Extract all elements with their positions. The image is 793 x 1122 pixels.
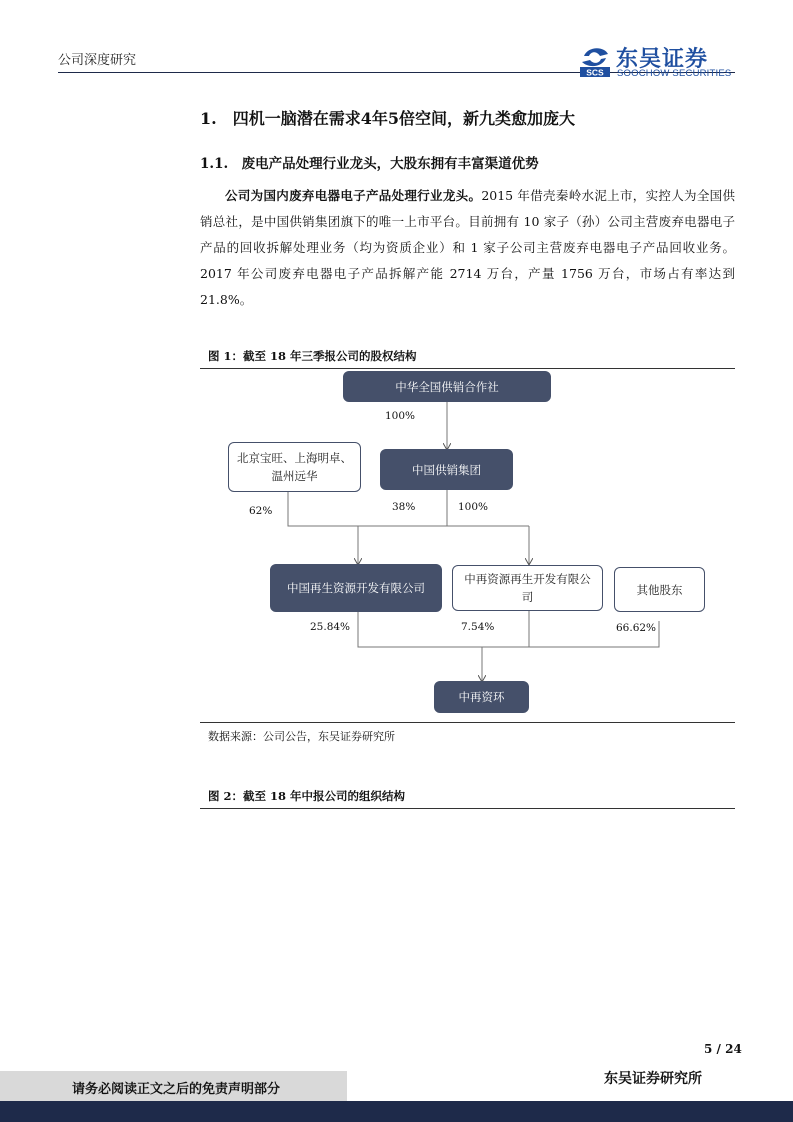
company-logo bbox=[578, 44, 738, 80]
header-label: 公司深度研究 bbox=[58, 53, 137, 68]
disclaimer-text: 请务必阅读正文之后的免责声明部分 bbox=[72, 1082, 281, 1097]
pct-private: 62% bbox=[249, 505, 273, 517]
figure1-title: 图 1：截至 18 年三季报公司的股权结构 bbox=[208, 349, 417, 363]
figure1-bottom-rule bbox=[200, 722, 735, 723]
logo-mark-text: SCS bbox=[586, 67, 604, 78]
figure2-title: 图 2：截至 18 年中报公司的组织结构 bbox=[208, 789, 406, 803]
paragraph-body: 2015 年借壳秦岭水泥上市，实控人为全国供销总社，是中国供销集团旗下的唯一上市平台。目前拥有 10 家子（孙）公司主营废弃电器电子产品的回收拆解处理业务（均为资质企业）和 1 家子公司主营废弃电器电子产品回收业务。2017 年公司废弃电器电子产品拆解产能 2714 万台，产量 1756 万台，市场占有率达到 21.8%。 bbox=[200, 188, 735, 307]
ownership-chart bbox=[200, 368, 735, 722]
ownership-connectors bbox=[200, 368, 735, 722]
pct-top-group: 100% bbox=[385, 410, 416, 422]
pct-group-zrdev: 100% bbox=[458, 501, 489, 513]
node-supply-group: 中国供销集团 bbox=[380, 449, 513, 490]
node-other-holders: 其他股东 bbox=[614, 567, 705, 612]
link-zzdev-others bbox=[358, 612, 659, 647]
subsection-heading: 1.1. 废电产品处理行业龙头，大股东拥有丰富渠道优势 bbox=[200, 156, 539, 172]
pct-zzdev: 25.84% bbox=[310, 621, 351, 633]
logo-cn-text: 东吴证券 bbox=[616, 47, 709, 72]
pct-zrdev: 7.54% bbox=[461, 621, 495, 633]
section-heading: 1. 四机一脑潜在需求4年5倍空间，新九类愈加庞大 bbox=[200, 109, 575, 128]
body-paragraph bbox=[200, 183, 735, 313]
footer-firm-name: 东吴证券研究所 bbox=[604, 1071, 702, 1087]
page-number: 5 / 24 bbox=[704, 1042, 742, 1056]
pct-group-zzdev: 38% bbox=[392, 501, 416, 513]
link-private bbox=[288, 492, 358, 526]
figure2-top-rule bbox=[200, 808, 735, 809]
figure1-source: 数据来源：公司公告，东吴证券研究所 bbox=[208, 730, 395, 743]
paragraph-lead: 公司为国内废弃电器电子产品处理行业龙头。 bbox=[225, 188, 482, 203]
node-target-company: 中再资环 bbox=[434, 681, 529, 713]
footer-bar bbox=[0, 1101, 793, 1122]
logo-mark-icon bbox=[578, 44, 612, 78]
node-supply-coop: 中华全国供销合作社 bbox=[343, 371, 551, 402]
pct-others: 66.62% bbox=[616, 622, 657, 634]
node-zr-dev: 中再资源再生开发有限公司 bbox=[452, 565, 603, 611]
node-private-holders: 北京宝旺、上海明卓、温州远华 bbox=[228, 442, 361, 492]
logo-en-text: SOOCHOW SECURITIES bbox=[617, 68, 732, 79]
node-zz-dev: 中国再生资源开发有限公司 bbox=[270, 564, 442, 612]
